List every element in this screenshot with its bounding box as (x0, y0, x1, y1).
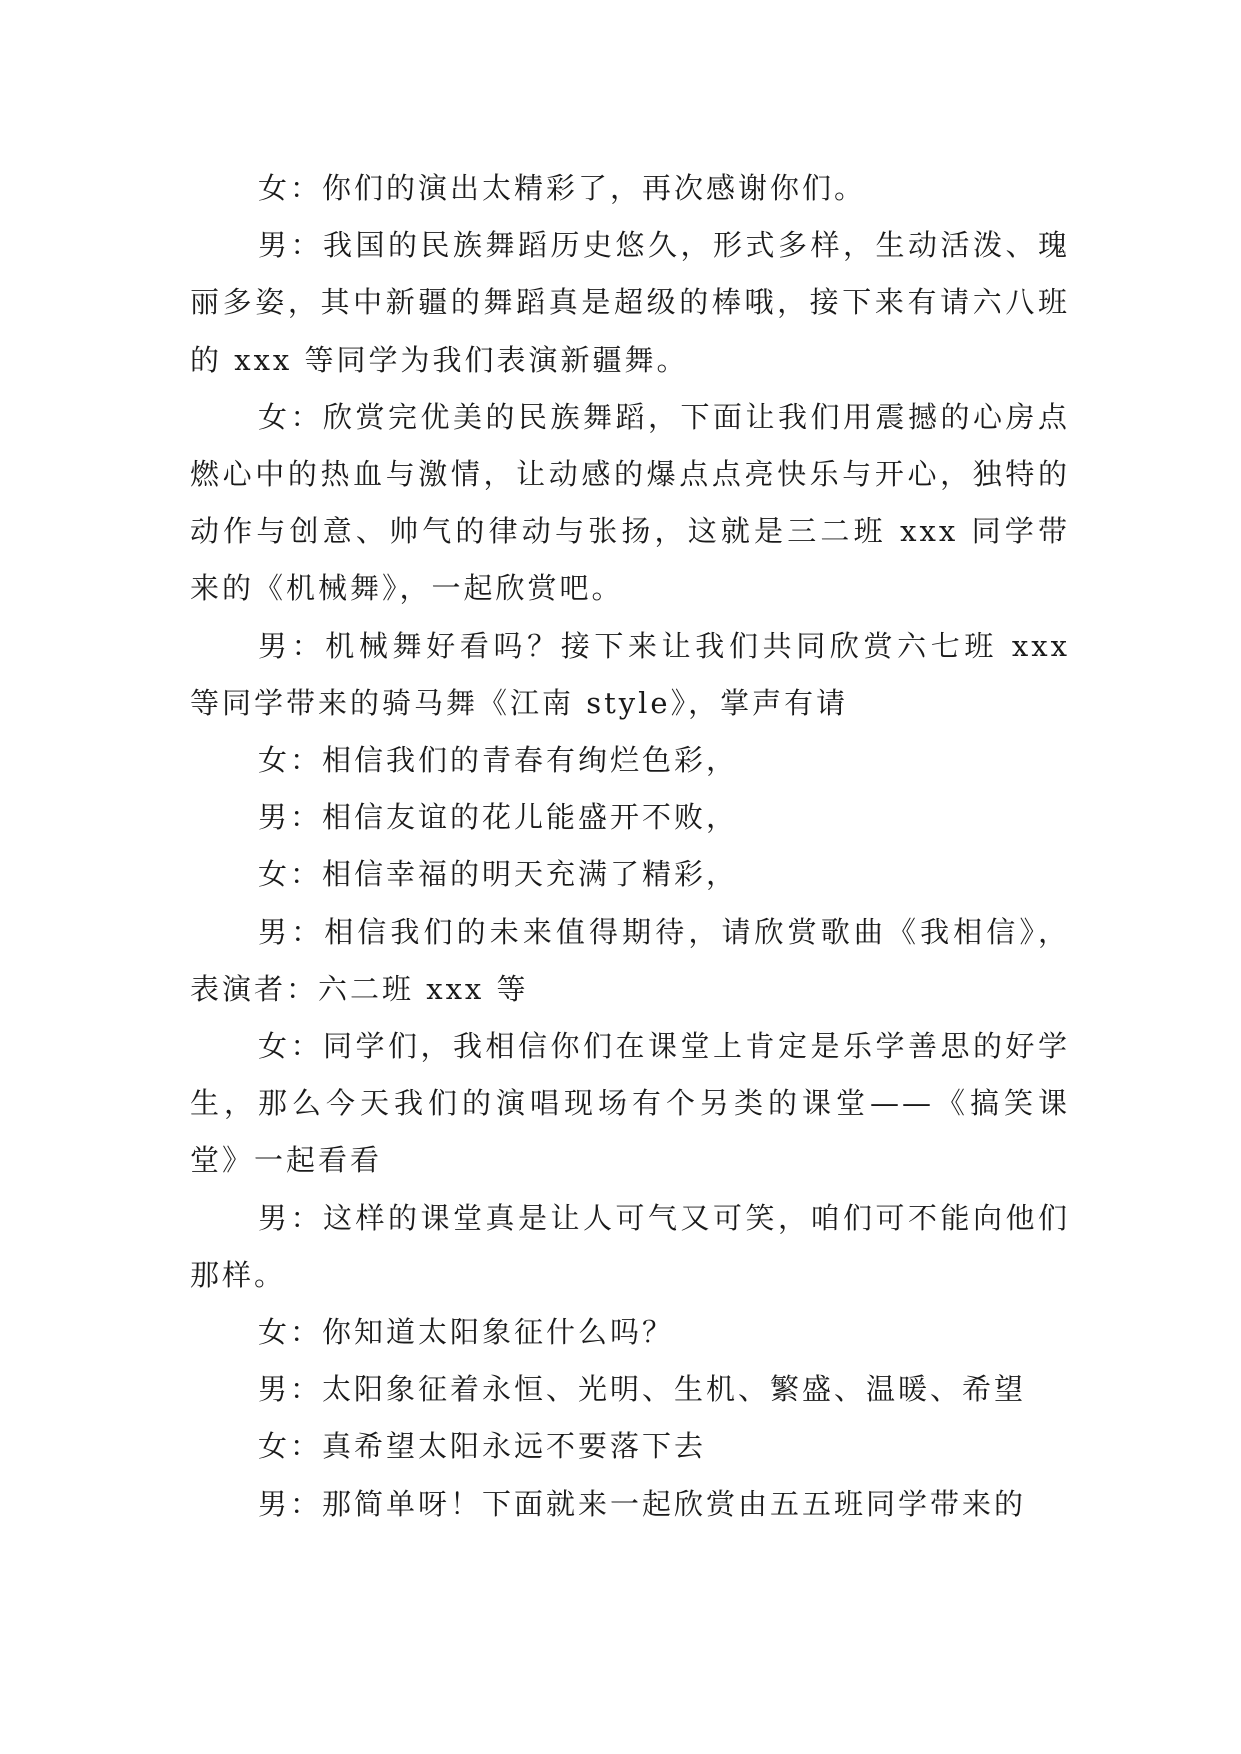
paragraph: 男：机械舞好看吗？接下来让我们共同欣赏六七班 xxx 等同学带来的骑马舞《江南 style》，掌声有请 (190, 628, 1070, 720)
paragraph: 男：相信友谊的花儿能盛开不败， (258, 800, 739, 835)
paragraph: 男：那简单呀！下面就来一起欣赏由五五班同学带来的 (258, 1486, 1027, 1521)
paragraph: 男：相信我们的未来值得期待，请欣赏歌曲《我相信》，表演者：六二班 xxx 等 (190, 914, 1070, 1006)
paragraph: 女：相信幸福的明天充满了精彩， (258, 857, 739, 892)
document-body (190, 160, 1070, 1533)
paragraph: 女：欣赏完优美的民族舞蹈，下面让我们用震撼的心房点燃心中的热血与激情，让动感的爆点点亮快乐与开心，独特的动作与创意、帅气的律动与张扬，这就是三二班 xxx 同学带来的《机械舞》，一起欣赏吧。 (190, 399, 1070, 606)
paragraph: 女：你们的演出太精彩了，再次感谢你们。 (258, 171, 867, 205)
paragraph: 女：同学们，我相信你们在课堂上肯定是乐学善思的好学生，那么今天我们的演唱现场有个另类的课堂——《搞笑课堂》一起看看 (190, 1029, 1070, 1178)
paragraph: 男：这样的课堂真是让人可气又可笑，咱们可不能向他们那样。 (190, 1200, 1070, 1292)
paragraph: 男：我国的民族舞蹈历史悠久，形式多样，生动活泼、瑰丽多姿，其中新疆的舞蹈真是超级的棒哦，接下来有请六八班的 xxx 等同学为我们表演新疆舞。 (190, 228, 1070, 377)
paragraph: 男：太阳象征着永恒、光明、生机、繁盛、温暖、希望 (258, 1372, 1027, 1407)
paragraph: 女：你知道太阳象征什么吗？ (258, 1315, 675, 1350)
paragraph: 女：相信我们的青春有绚烂色彩， (258, 743, 739, 778)
paragraph: 女：真希望太阳永远不要落下去 (258, 1429, 707, 1464)
